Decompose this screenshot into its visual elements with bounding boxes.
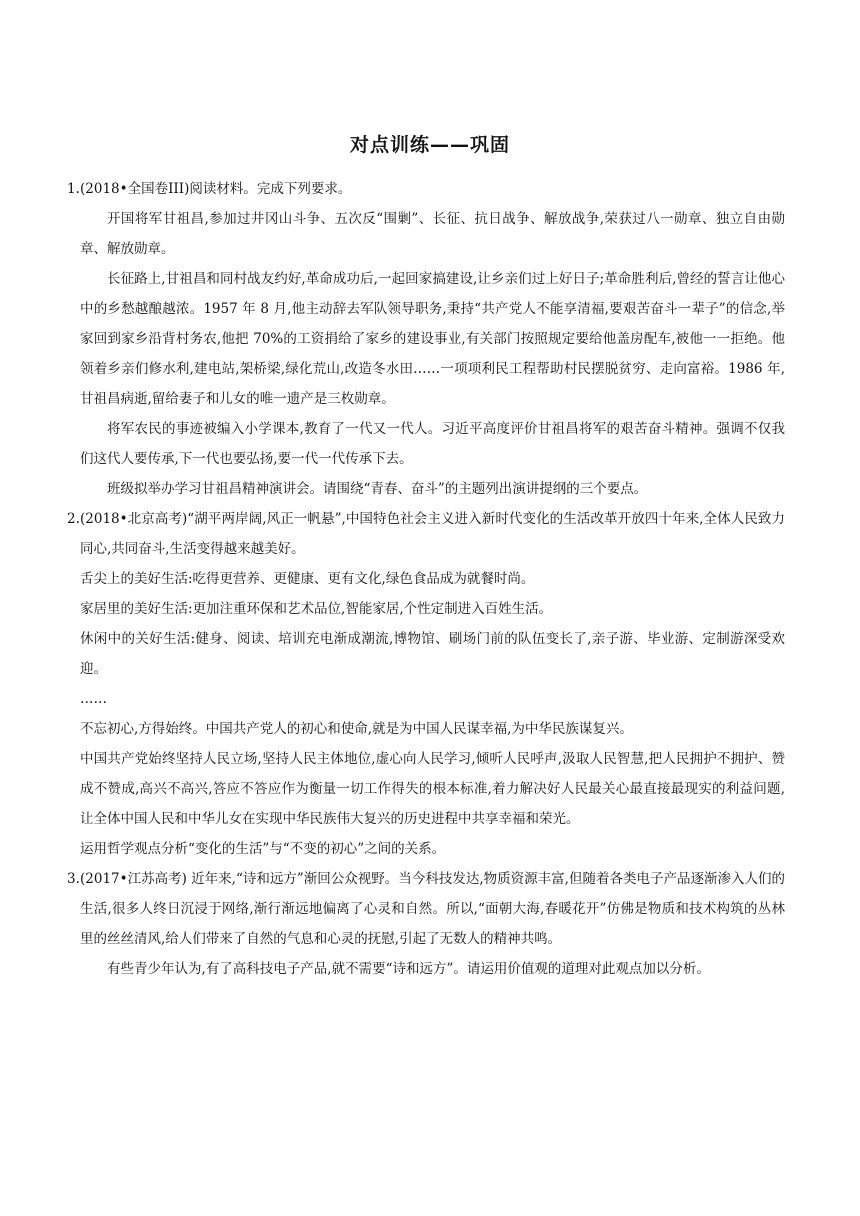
question-prompt: 班级拟举办学习甘祖昌精神演讲会。请围绕“青春、奋斗”的主题列出演讲提纲的三个要点。	[107, 481, 648, 497]
question-prompt: 运用哲学观点分析“变化的生活”与“不变的初心”之间的关系。	[80, 841, 446, 857]
question-3	[67, 864, 785, 984]
material-paragraph: 不忘初心,方得始终。中国共产党人的初心和使命,就是为中国人民谋幸福,为中华民族谋复兴。	[80, 721, 633, 737]
question-2	[67, 504, 785, 864]
material-paragraph: 休闲中的关好生活:健身、阅读、培训充电渐成潮流,博物馆、刷场门前的队伍变长了,亲子游、毕业游、定制游深受欢迎。	[80, 631, 785, 677]
exercise-list	[67, 174, 785, 984]
material-paragraph: 将军农民的事迹被编入小学课本,教育了一代又一代人。习近平高度评价甘祖昌将军的艰苦奋斗精神。强调不仅我们这代人要传承,下一代也要弘扬,要一代一代传承下去。	[80, 421, 785, 467]
material-paragraph: 开国将军甘祖昌,参加过井冈山斗争、五次反“围剿”、长征、抗日战争、解放战争,荣获过八一勋章、独立自由勋章、解放勋章。	[80, 211, 785, 257]
question-number: 3.	[67, 871, 80, 887]
material-paragraph: 中国共产党始终坚持人民立场,坚持人民主体地位,虚心向人民学习,倾听人民呼声,汲取人民智慧,把人民拥护不拥护、赞成不赞成,高兴不高兴,答应不答应作为衡量一切工作得失的根本标准,着力解决好人民最关心最直接最现实的利益问题,让全体中国人民和中华儿女在实现中华民族伟大复兴的历史进程中共享幸福和荣光。	[80, 751, 785, 827]
material-paragraph: 舌尖上的美好生活:吃得更营养、更健康、更有文化,绿色食品成为就餐时尚。	[80, 571, 535, 587]
page-title: 对点训练——巩固	[349, 134, 510, 156]
question-number: 2.	[67, 511, 80, 527]
question-prompt: 有些青少年认为,有了高科技电子产品,就不需要“诗和远方”。请运用价值观的道理对此观点加以分析。	[107, 961, 710, 977]
question-1	[67, 174, 785, 504]
ellipsis-line: ……	[80, 691, 107, 707]
material-paragraph: 家居里的美好生活:更加注重环保和艺术品位,智能家居,个性定制进入百姓生活。	[80, 601, 553, 617]
question-source-intro: (2018•北京高考)“湖平两岸阔,风正一帆悬”,中国特色社会主义进入新时代变化的生活改革开放四十年来,全体人民致力同心,共同奋斗,生活变得越来越美好。	[80, 511, 785, 557]
question-source-intro: (2017•江苏高考) 近年来,“诗和远方”渐回公众视野。当今科技发达,物质资源丰富,但随着各类电子产品逐渐渗入人们的生活,很多人终日沉浸于网络,渐行渐远地偏离了心灵和自然。所以,“面朝大海,春暖花开”仿佛是物质和技术构筑的丛林里的丝丝清风,给人们带来了自然的气息和心灵的抚慰,引起了无数人的精神共鸣。	[80, 871, 785, 947]
material-paragraph: 长征路上,甘祖昌和同村战友约好,革命成功后,一起回家搞建设,让乡亲们过上好日子;革命胜利后,曾经的誓言让他心中的乡愁越酿越浓。1957 年 8 月,他主动辞去军队领导职务,秉持“共产党人不能享清福,要艰苦奋斗一辈子”的信念,举家回到家乡沿背村务农,他把 70%的工资捐给了家乡的建设事业,有关部门按照规定要给他盖房配车,被他一一拒绝。他领着乡亲们修水利,建电站,架桥梁,绿化荒山,改造冬水田……一项项利民工程帮助村民摆脱贫穷、走向富裕。1986 年,甘祖昌病逝,留给妻子和儿女的唯一遗产是三枚勋章。	[80, 271, 785, 407]
question-source-prompt: (2018•全国卷III)阅读材料。完成下列要求。	[80, 181, 352, 197]
question-number: 1.	[67, 181, 80, 197]
